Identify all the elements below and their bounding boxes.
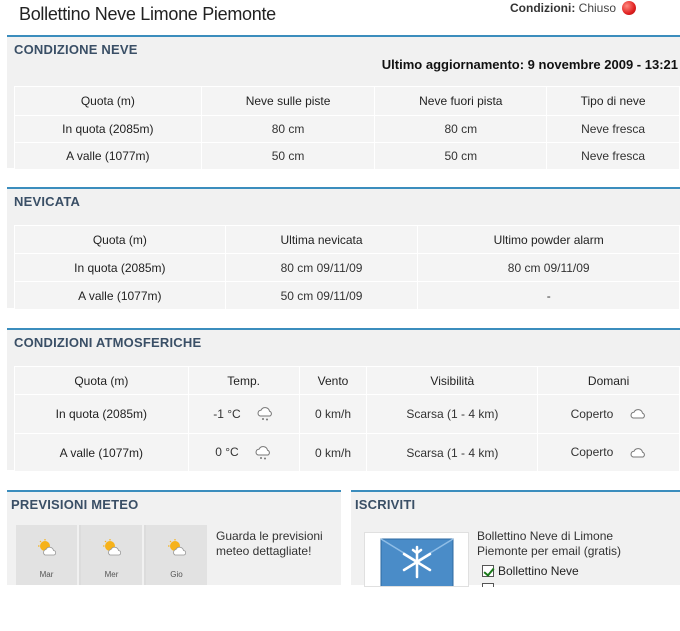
snow-conditions-section xyxy=(7,35,680,168)
table-cell: - xyxy=(418,282,680,310)
forecast-panel xyxy=(7,490,341,585)
table-cell: 80 cm xyxy=(201,116,375,143)
cloud-icon xyxy=(629,407,647,421)
row-label: A valle (1077m) xyxy=(15,143,202,170)
table-row xyxy=(15,254,680,282)
forecast-title: PREVISIONI METEO xyxy=(11,497,139,512)
temperature-value: -1 °C xyxy=(213,406,241,421)
column-header: Quota (m) xyxy=(15,87,202,116)
sun-cloud-icon xyxy=(102,539,122,557)
tomorrow-value: Coperto xyxy=(570,406,614,421)
column-header: Tipo di neve xyxy=(547,87,680,116)
status-indicator xyxy=(510,1,616,15)
row-label: A valle (1077m) xyxy=(15,434,189,472)
subscribe-description: Bollettino Neve di Limone Piemonte per email (gratis) xyxy=(477,529,622,558)
table-cell: Neve fresca xyxy=(547,116,680,143)
column-header: Domani xyxy=(538,367,680,395)
forecast-link[interactable]: Guarda le previsioni meteo dettagliate! xyxy=(216,529,323,558)
temperature-cell xyxy=(188,434,299,472)
tomorrow-value: Coperto xyxy=(570,445,614,460)
sun-cloud-icon xyxy=(167,539,187,557)
table-cell: Neve fresca xyxy=(547,143,680,170)
table-cell: 50 cm xyxy=(201,143,375,170)
snow-cloud-icon xyxy=(256,407,274,421)
subscribe-title: ISCRIVITI xyxy=(355,497,416,512)
column-header: Quota (m) xyxy=(15,367,189,395)
status-value: Chiuso xyxy=(578,1,617,15)
snowflake-envelope-icon xyxy=(364,532,469,587)
forecast-day-label: Mar xyxy=(39,570,54,579)
column-header: Neve sulle piste xyxy=(201,87,375,116)
column-header: Visibilità xyxy=(367,367,538,395)
forecast-day-label: Mer xyxy=(104,570,119,579)
table-cell: Scarsa (1 - 4 km) xyxy=(367,434,538,472)
weather-table xyxy=(14,366,680,472)
sun-cloud-icon xyxy=(37,539,57,557)
row-label: In quota (2085m) xyxy=(15,395,189,434)
status-label: Condizioni: xyxy=(510,1,576,15)
column-header: Neve fuori pista xyxy=(375,87,547,116)
column-header: Quota (m) xyxy=(15,226,226,254)
snowfall-table xyxy=(14,225,680,310)
snow-cloud-icon xyxy=(254,446,272,460)
weather-section-title: CONDIZIONI ATMOSFERICHE xyxy=(14,335,202,350)
temperature-cell xyxy=(188,395,299,434)
last-update: Ultimo aggiornamento: 9 novembre 2009 - 13:21 xyxy=(381,57,678,72)
table-cell: 80 cm 09/11/09 xyxy=(418,254,680,282)
weather-section xyxy=(7,328,680,470)
snowfall-section xyxy=(7,187,680,308)
table-cell: 80 cm 09/11/09 xyxy=(225,254,418,282)
table-cell: 50 cm 09/11/09 xyxy=(225,282,418,310)
cloud-icon xyxy=(629,446,647,460)
row-label: A valle (1077m) xyxy=(15,282,226,310)
table-cell: 80 cm xyxy=(375,116,547,143)
snowfall-section-title: NEVICATA xyxy=(14,194,81,209)
temperature-value: 0 °C xyxy=(215,445,239,460)
tomorrow-cell xyxy=(538,434,680,472)
row-label: In quota (2085m) xyxy=(15,116,202,143)
table-header-row xyxy=(15,87,680,116)
table-row xyxy=(15,282,680,310)
tomorrow-cell xyxy=(538,395,680,434)
forecast-day-label: Gio xyxy=(170,570,183,579)
table-cell: 0 km/h xyxy=(299,434,367,472)
column-header: Temp. xyxy=(188,367,299,395)
subscribe-panel xyxy=(351,490,680,585)
column-header: Ultimo powder alarm xyxy=(418,226,680,254)
forecast-day[interactable] xyxy=(16,525,79,585)
page-title: Bollettino Neve Limone Piemonte xyxy=(19,4,276,24)
table-header-row xyxy=(15,367,680,395)
forecast-days[interactable] xyxy=(16,525,209,585)
table-row xyxy=(15,395,680,434)
subscribe-checkbox-2[interactable] xyxy=(482,583,494,587)
subscribe-option-label: Bollettino Neve xyxy=(498,564,579,578)
forecast-day[interactable] xyxy=(146,525,209,585)
status-dot-icon xyxy=(622,1,636,15)
snow-section-title: CONDIZIONE NEVE xyxy=(14,42,138,57)
table-cell: 50 cm xyxy=(375,143,547,170)
table-row xyxy=(15,143,680,170)
table-cell: Scarsa (1 - 4 km) xyxy=(367,395,538,434)
forecast-day[interactable] xyxy=(81,525,144,585)
row-label: In quota (2085m) xyxy=(15,254,226,282)
subscribe-checkbox[interactable] xyxy=(482,565,494,577)
snow-table xyxy=(14,86,680,170)
table-row xyxy=(15,434,680,472)
subscribe-option[interactable] xyxy=(482,564,579,578)
table-cell: 0 km/h xyxy=(299,395,367,434)
table-row xyxy=(15,116,680,143)
column-header: Vento xyxy=(299,367,367,395)
table-header-row xyxy=(15,226,680,254)
column-header: Ultima nevicata xyxy=(225,226,418,254)
